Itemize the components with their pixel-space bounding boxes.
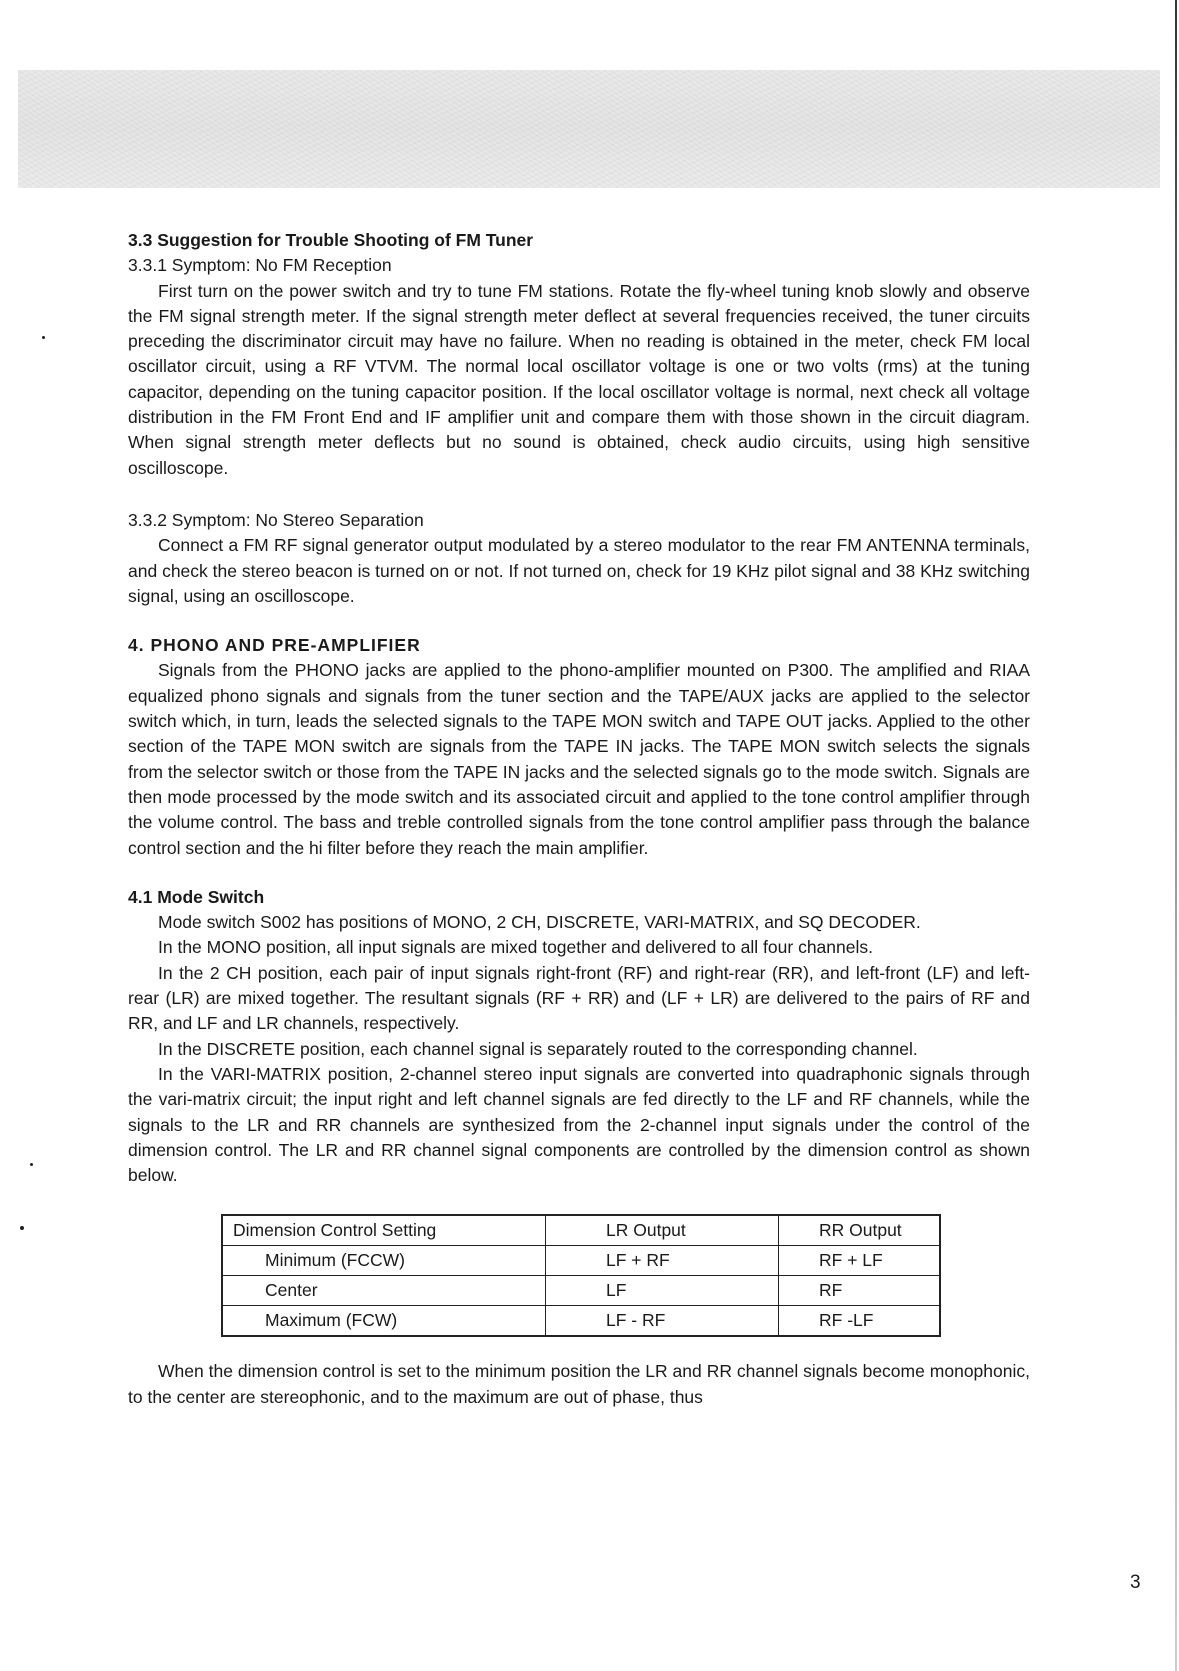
table-header: RR Output [779, 1215, 941, 1246]
section-3-3-2-title: 3.3.2 Symptom: No Stereo Separation [128, 509, 424, 530]
table-header-row [222, 1215, 940, 1246]
table-header: LR Output [546, 1215, 779, 1246]
speck [42, 336, 45, 339]
table-cell: RF -LF [779, 1306, 941, 1337]
section-3-3-title: 3.3 Suggestion for Trouble Shooting of FM Tuner [128, 230, 534, 250]
closing-paragraph: When the dimension control is set to the minimum position the LR and RR channel signals become monophonic, to the center are stereophonic, and to the maximum are out of phase, thus [128, 1361, 1030, 1407]
section-4-title: 4. PHONO AND PRE-AMPLIFIER [128, 635, 421, 656]
page-number: 3 [1130, 1572, 1141, 1593]
page-edge [1175, 0, 1177, 1671]
table-header: Dimension Control Setting [222, 1215, 546, 1246]
section-4-body: Signals from the PHONO jacks are applied to the phono-amplifier mounted on P300. The amplified and RIAA equalized phono signals and signals from the tuner section and the TAPE/AUX jacks are applied to the selector switch which, in turn, leads the selected signals to the TAPE MON switch and TAPE OUT jacks. Applied to the other section of the TAPE MON switch are signals from the TAPE IN jacks. The TAPE MON switch selects the signals from the selector switch or those from the TAPE IN jacks and the selected signals go to the mode switch. Signals are then mode processed by the mode switch and its associated circuit and applied to the tone control amplifier through the volume control. The bass and treble controlled signals from the tone control amplifier pass through the balance control section and the hi filter before they reach the main amplifier. [128, 660, 1031, 858]
speck [20, 1226, 24, 1230]
mode-paragraph: Mode switch S002 has positions of MONO, 2 CH, DISCRETE, VARI-MATRIX, and SQ DECODER. [158, 912, 921, 933]
table-cell: LF + RF [546, 1246, 779, 1276]
header-band [18, 70, 1160, 188]
page-content [128, 228, 1030, 1410]
mode-paragraph: In the 2 CH position, each pair of input signals right-front (RF) and right-rear (RR), and left-front (LF) and left-rear (LR) are mixed together. The resultant signals (RF + RR) and (LF + LR) are delivered to the pairs of RF and RR, and LF and LR channels, respectively. [128, 962, 1030, 1034]
table-row [222, 1246, 940, 1276]
table-cell: LF [546, 1276, 779, 1306]
table-cell: Minimum (FCCW) [222, 1246, 546, 1276]
table-row [222, 1276, 940, 1306]
speck [30, 1163, 33, 1166]
table-cell: RF + LF [779, 1246, 941, 1276]
section-3-3-1-title: 3.3.1 Symptom: No FM Reception [128, 255, 392, 276]
mode-paragraph: In the VARI-MATRIX position, 2-channel stereo input signals are converted into quadraphonic signals through the vari-matrix circuit; the input right and left channel signals are fed directly to the LF and RF channels, while the signals to the LR and RR channels are synthesized from the 2-channel input signals under the control of the dimension control. The LR and RR channel signal components are controlled by the dimension control as shown below. [128, 1063, 1030, 1186]
table-cell: Center [222, 1276, 546, 1306]
dimension-table [221, 1214, 941, 1337]
table-cell: RF [779, 1276, 941, 1306]
section-3-3-1-body: First turn on the power switch and try to tune FM stations. Rotate the fly-wheel tuning knob slowly and observe the FM signal strength meter. If the signal strength meter deflect at several frequencies received, the tuner circuits preceding the discriminator circuit may have no failure. When no reading is obtained in the meter, check FM local oscillator circuit, using a RF VTVM. The normal local oscillator voltage is one or two volts (rms) at the tuning capacitor, depending on the tuning capacitor position. If the local oscillator voltage is normal, next check all voltage distribution in the FM Front End and IF amplifier unit and compare them with those shown in the circuit diagram. When signal strength meter deflects but no sound is obtained, check audio circuits, using high sensitive oscilloscope. [128, 280, 1030, 478]
mode-paragraph: In the DISCRETE position, each channel signal is separately routed to the corresponding channel. [158, 1038, 918, 1059]
table-row [222, 1306, 940, 1337]
section-3-3-2-body: Connect a FM RF signal generator output modulated by a stereo modulator to the rear FM ANTENNA terminals, and check the stereo beacon is turned on or not. If not turned on, check for 19 KHz pilot signal and 38 KHz switching signal, using an oscilloscope. [128, 535, 1030, 606]
table-cell: Maximum (FCW) [222, 1306, 546, 1337]
section-4-1-title: 4.1 Mode Switch [128, 886, 265, 907]
table-cell: LF - RF [546, 1306, 779, 1337]
mode-paragraph: In the MONO position, all input signals are mixed together and delivered to all four channels. [158, 937, 873, 958]
